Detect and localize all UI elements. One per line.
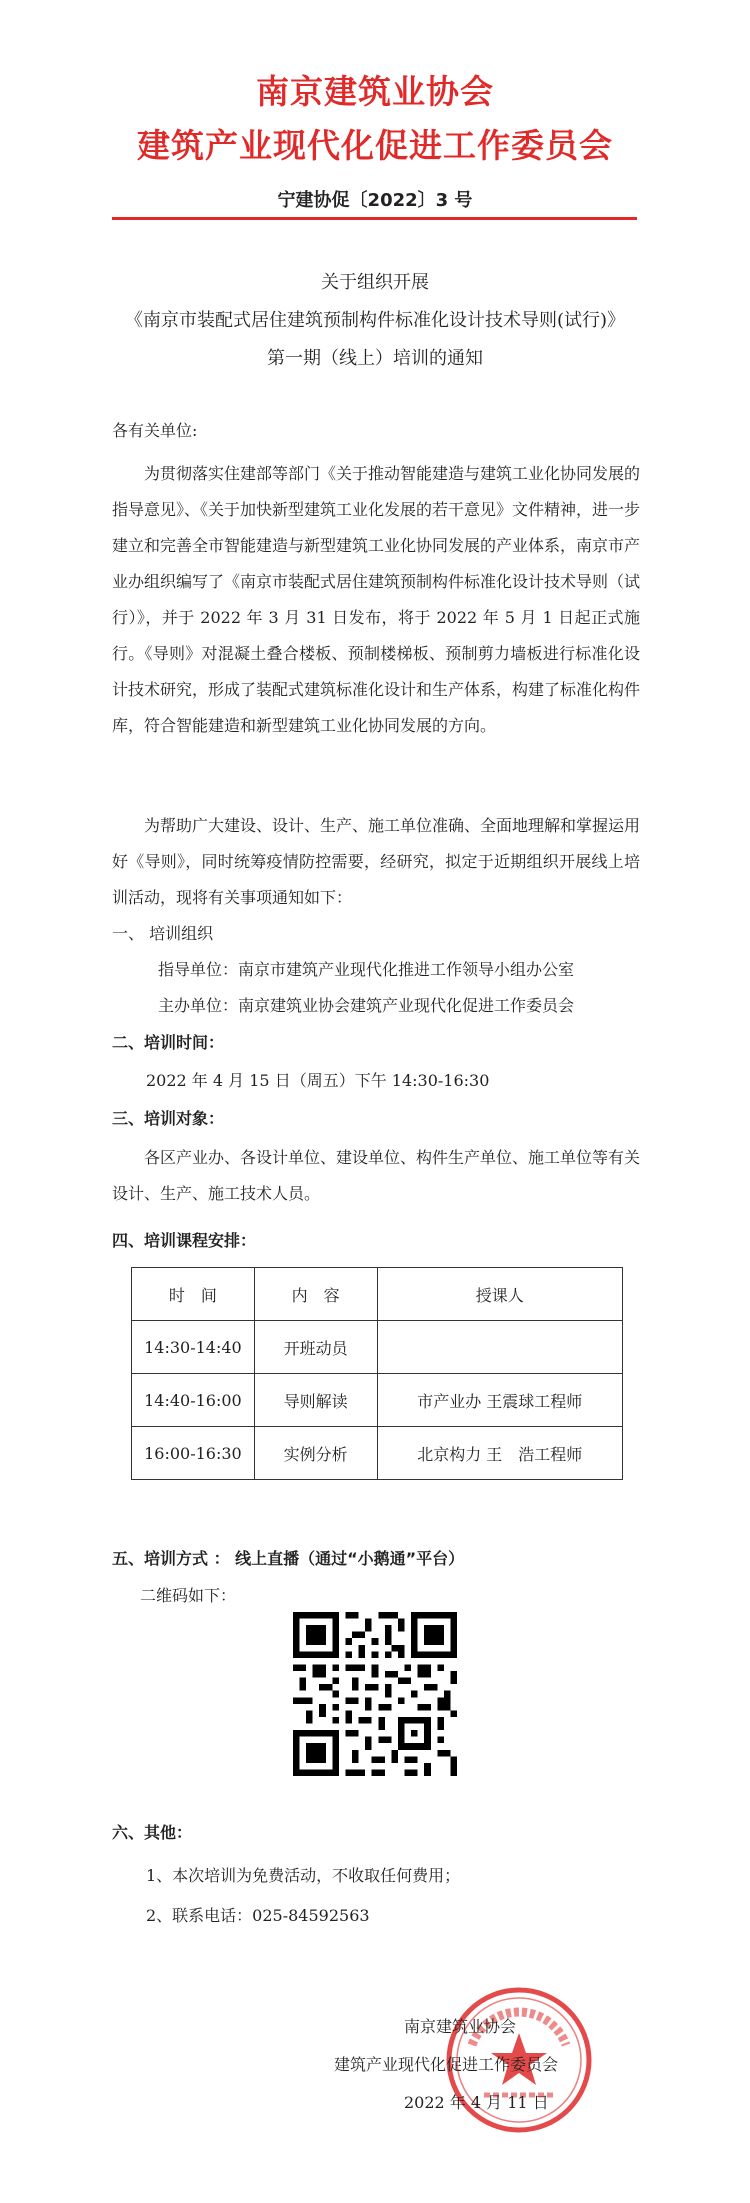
training-audience: 各区产业办、各设计单位、建设单位、构件生产单位、施工单位等有关设计、生产、施工技术人员。 <box>112 1148 641 1203</box>
row-lecturer <box>377 1321 622 1374</box>
table-row <box>132 1427 623 1480</box>
header-lecturer: 授课人 <box>377 1268 622 1321</box>
row-lecturer: 北京构力 王 浩工程师 <box>377 1427 622 1480</box>
row-content: 导则解读 <box>254 1374 377 1427</box>
training-time: 2022 年 4 月 15 日（周五）下午 14:30-16:30 <box>146 1071 490 1090</box>
section-1-title: 一、 培训组织 <box>112 924 214 943</box>
section-4-title: 四、培训课程安排： <box>112 1231 257 1250</box>
title-line1: 关于组织开展 <box>321 272 429 293</box>
header-time: 时 间 <box>132 1268 255 1321</box>
other-item-1: 1、本次培训为免费活动，不收取任何费用； <box>146 1866 461 1885</box>
org-name-line2: 建筑产业现代化促进工作委员会 <box>137 126 613 165</box>
row-time: 14:30-14:40 <box>132 1321 255 1374</box>
table-row <box>132 1374 623 1427</box>
row-time: 14:40-16:00 <box>132 1374 255 1427</box>
row-content: 实例分析 <box>254 1427 377 1480</box>
section-6-title: 六、其他： <box>112 1823 193 1842</box>
signature-org-1: 南京建筑业协会 <box>404 2017 517 2036</box>
signature-org-2: 建筑产业现代化促进工作委员会 <box>334 2055 559 2074</box>
schedule-table <box>131 1267 623 1480</box>
table-header-row <box>132 1268 623 1321</box>
table-row <box>132 1321 623 1374</box>
row-lecturer: 市产业办 王震球工程师 <box>377 1374 622 1427</box>
guide-unit: 指导单位：南京市建筑产业现代化推进工作领导小组办公室 <box>158 960 575 979</box>
section-5-title: 五、培训方式 ： 线上直播（通过“小鹅通”平台） <box>112 1549 465 1568</box>
header-content: 内 容 <box>254 1268 377 1321</box>
row-time: 16:00-16:30 <box>132 1427 255 1480</box>
row-content: 开班动员 <box>254 1321 377 1374</box>
intro-paragraph-2: 为帮助广大建设、设计、生产、施工单位准确、全面地理解和掌握运用好《导则》，同时统筹疫情防控需要，经研究，拟定于近期组织开展线上培训活动，现将有关事项通知如下： <box>112 816 641 907</box>
other-item-2: 2、联系电话：025-84592563 <box>146 1906 370 1925</box>
header-divider <box>112 217 637 220</box>
section-2-title: 二、培训时间： <box>112 1033 225 1052</box>
salutation: 各有关单位: <box>112 421 198 440</box>
signature-date: 2022 年 4 月 11 日 <box>404 2093 549 2112</box>
host-unit: 主办单位：南京建筑业协会建筑产业现代化促进工作委员会 <box>158 996 575 1015</box>
intro-paragraph-1: 为贯彻落实住建部等部门《关于推动智能建造与建筑工业化协同发展的指导意见》、《关于加快新型建筑工业化发展的若干意见》文件精神，进一步建立和完善全市智能建造与新型建筑工业化协同发展的产业体系，南京市产业办组织编写了《南京市装配式居住建筑预制构件标准化设计技术导则（试行）》，并于 2022 年 3 月 31 日发布，将于 2022 年 5 月 1 日起正式施行。《导则》对混凝土叠合楼板、预制楼梯板、预制剪力墙板进行标准化设计技术研究，形成了装配式建筑标准化设计和生产体系，构建了标准化构件库，符合智能建造和新型建筑工业化协同发展的方向。 <box>112 464 641 735</box>
document-number: 宁建协促〔2022〕3 号 <box>277 190 473 211</box>
qr-code <box>293 1612 457 1776</box>
qr-label: 二维码如下： <box>140 1586 237 1605</box>
title-line2: 《南京市装配式居住建筑预制构件标准化设计技术导则(试行)》 <box>124 310 626 331</box>
title-line3: 第一期（线上）培训的通知 <box>267 348 483 369</box>
section-3-title: 三、培训对象： <box>112 1109 225 1128</box>
org-name-line1: 南京建筑业协会 <box>256 72 494 111</box>
